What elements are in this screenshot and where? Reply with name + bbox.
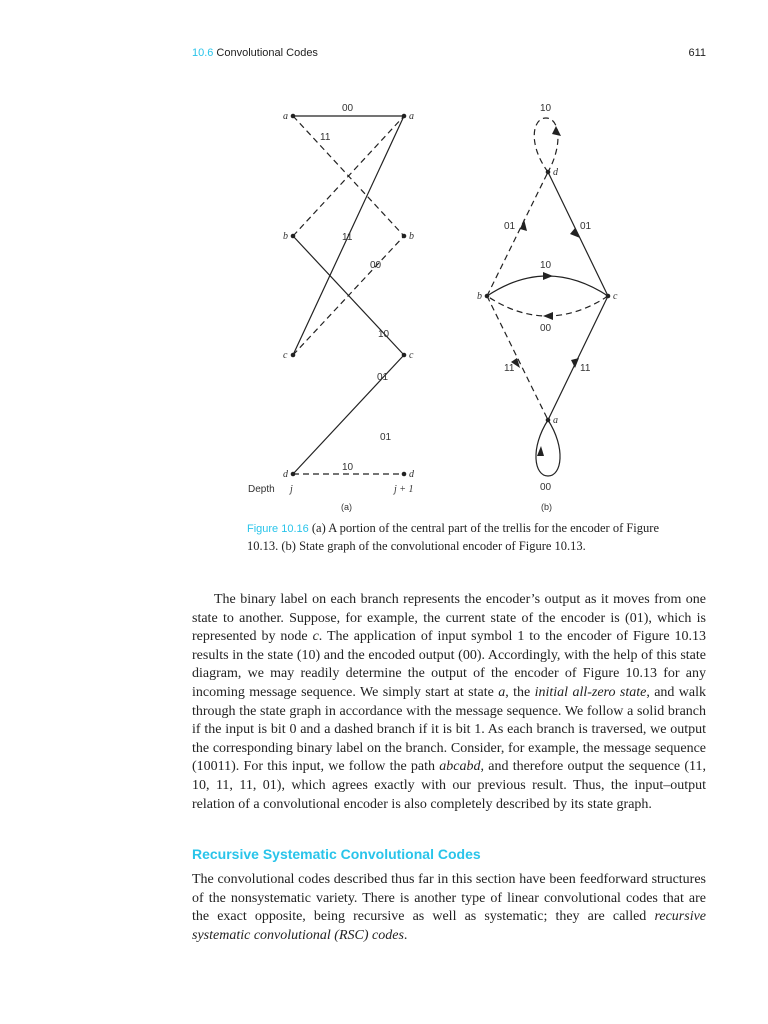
state-graph-nodes: [485, 170, 611, 423]
trellis-label-c-right: c: [409, 350, 414, 361]
graph-branch-c-b: [487, 296, 608, 316]
arrow-b-c: [543, 272, 553, 280]
trellis-label-d-left: d: [283, 469, 288, 480]
graph-branch-c-a: [548, 296, 608, 420]
trellis-node-d-right: [402, 472, 407, 477]
p2-sentence-1: The convolutional codes described thus far in this section have been feedforward structures of the nonsystematic variety. There is another type of linear convolutional codes that are the exact opposite, being recursive as well as systematic; they are called: [192, 872, 706, 925]
figure-caption-text: (a) A portion of the central part of the trellis for the encoder of Figure 10.13. (b) State graph of the convolutional encoder of Figure 10.13.: [247, 521, 659, 553]
figure-caption: [247, 520, 677, 555]
trellis-output-b-c: 10: [378, 329, 390, 340]
trellis-label-a-right: a: [409, 111, 414, 122]
graph-label-d: d: [553, 167, 558, 178]
arrow-a-self: [537, 446, 544, 456]
trellis-output-c-b: 00: [370, 260, 382, 271]
state-graph-arrows: [511, 126, 580, 456]
header-section-number: 10.6: [192, 47, 214, 59]
p1-sentence-5: , and therefore output the sequence (11, 10, 11, 11, 01), which agrees exactly with our previous result. Thus, the input–output relation of a convolutional encoder is also completely described by its state graph.: [192, 759, 707, 812]
trellis-part-label: (a): [341, 502, 352, 512]
graph-branch-b-c: [487, 276, 608, 296]
figure-caption-label: Figure 10.16: [247, 523, 309, 535]
graph-branch-a-b: [487, 296, 548, 420]
trellis-node-d-left: [291, 472, 296, 477]
p2-emphasis-rsc: recursive systematic convolutional (RSC) codes: [192, 909, 707, 943]
graph-output-a-self: 00: [540, 482, 552, 493]
p2-sentence-2: .: [403, 927, 408, 943]
graph-part-label: (b): [541, 502, 552, 512]
page-number: 611: [688, 47, 706, 59]
graph-branch-d-self: [534, 118, 558, 172]
graph-output-c-b: 00: [540, 323, 552, 334]
trellis-node-b-right: [402, 234, 407, 239]
trellis-label-c-left: c: [283, 350, 288, 361]
p1-emphasis-initial-state: initial all-zero state: [534, 684, 647, 700]
header-section-title: Convolutional Codes: [216, 47, 318, 59]
trellis-output-a-a: 00: [342, 103, 354, 114]
p1-sentence-4: , and walk through the state graph in accordance with the message sequence. We follow a solid branch if the input is bit 0 and a dashed branch if it is bit 1. As each branch is traversed, we output the corresponding binary label on the branch. Consider, for example, the message sequence (10011). For this input, we follow the path: [192, 684, 707, 775]
graph-output-d-c: 01: [580, 221, 592, 232]
graph-label-a: a: [553, 415, 558, 426]
graph-node-b: [485, 294, 490, 299]
p1-node-a: a: [498, 684, 506, 700]
trellis-output-c-d: 01: [377, 372, 389, 383]
graph-node-d: [546, 170, 551, 175]
arrow-d-self: [552, 126, 561, 136]
graph-node-a: [546, 418, 551, 423]
trellis-node-a-right: [402, 114, 407, 119]
graph-output-b-c: 10: [540, 260, 552, 271]
depth-label: Depth: [248, 484, 275, 495]
trellis-output-d-c: 01: [380, 432, 392, 443]
body-paragraph-2: [192, 871, 706, 945]
trellis-node-c-right: [402, 353, 407, 358]
trellis-output-a-b: 11: [320, 132, 331, 143]
trellis-diagram: [293, 116, 404, 474]
arrow-c-a: [571, 358, 579, 368]
graph-output-b-d: 01: [504, 221, 516, 232]
trellis-output-d-d: 10: [342, 462, 354, 473]
p1-sentence-1: The binary label on each branch represents the encoder’s output as it moves from one state to another. Suppose, for example, the current state of the encoder is (01), which is represented by node: [192, 592, 706, 645]
p1-sentence-2: . The application of input symbol 1 to the encoder of Figure 10.13 results in the state (10) and the encoded output (00). Accordingly, with the help of this state diagram, we may readily determine the output of the encoder of Figure 10.13 for any incoming message sequence. We simply start at state: [192, 629, 707, 700]
arrow-d-c: [570, 228, 580, 238]
graph-branch-a-self: [536, 420, 560, 476]
trellis-node-a-left: [291, 114, 296, 119]
depth-j-plus-1-label: j + 1: [394, 484, 414, 495]
trellis-label-b-right: b: [409, 231, 414, 242]
graph-output-a-b: 11: [504, 363, 515, 374]
p1-node-c: c: [312, 629, 319, 645]
graph-output-c-a: 11: [580, 363, 591, 374]
graph-branch-b-d: [487, 172, 548, 296]
trellis-label-d-right: d: [409, 469, 414, 480]
body-paragraph-1: [192, 591, 706, 814]
trellis-label-a-left: a: [283, 111, 288, 122]
arrow-b-d: [520, 219, 527, 231]
trellis-node-c-left: [291, 353, 296, 358]
section-subheading: Recursive Systematic Convolutional Codes: [192, 846, 481, 862]
arrow-c-b: [543, 312, 553, 320]
p1-sentence-3: , the: [505, 684, 531, 700]
depth-j-label: j: [290, 484, 293, 495]
p1-path: abcabd: [439, 759, 481, 775]
graph-node-c: [606, 294, 611, 299]
graph-label-b: b: [477, 291, 482, 302]
graph-label-c: c: [613, 291, 618, 302]
trellis-node-b-left: [291, 234, 296, 239]
graph-output-d-self: 10: [540, 103, 552, 114]
trellis-output-b-a: 11: [342, 232, 353, 243]
trellis-label-b-left: b: [283, 231, 288, 242]
